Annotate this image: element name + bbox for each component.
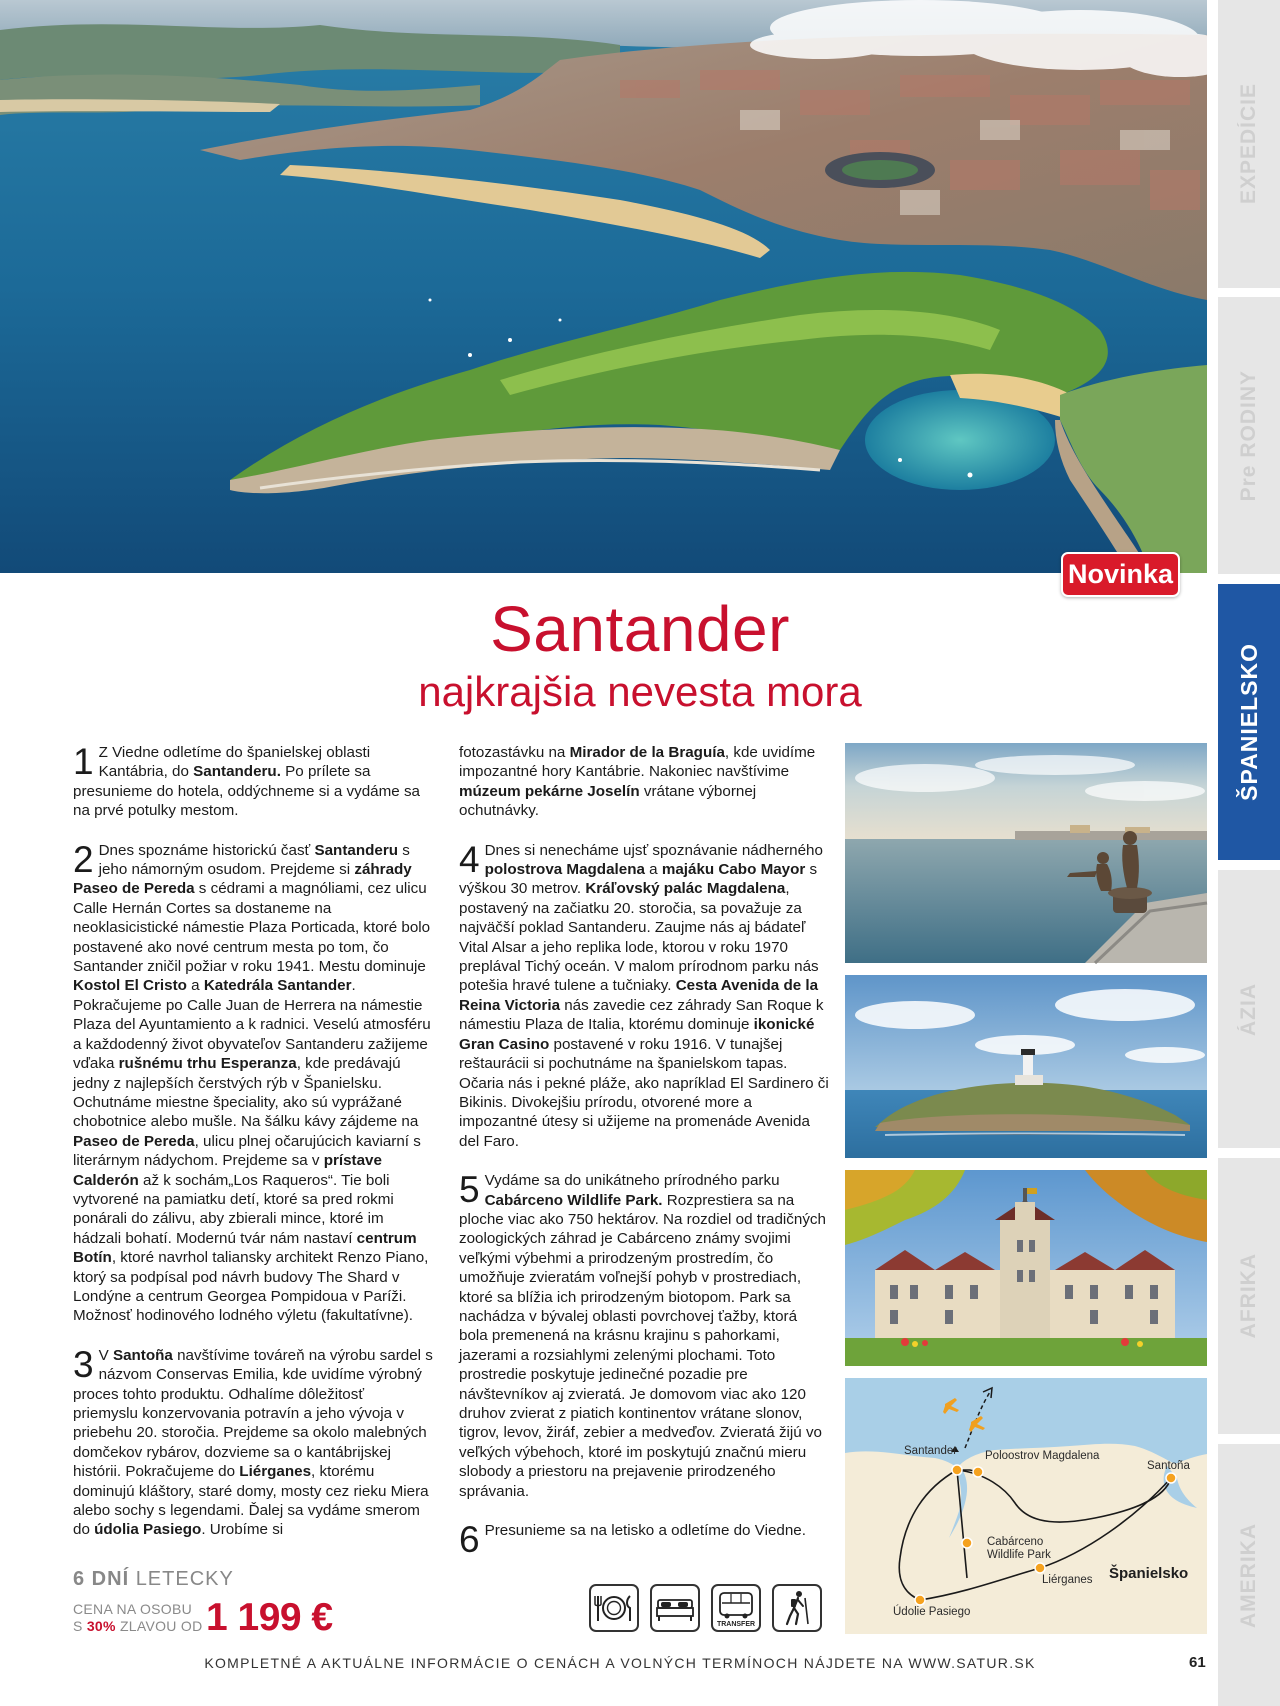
day-number: 2: [73, 838, 94, 880]
map-label-cabarceno: [987, 1536, 1051, 1562]
discount-percent: 30%: [86, 1618, 116, 1634]
tab-label: AFRIKA: [1237, 1253, 1260, 1339]
tab-pre-rodiny[interactable]: [1218, 297, 1280, 574]
map-label-santona: Santoña: [1147, 1460, 1190, 1472]
day-text: Presunieme sa na letisko a odletíme do Viedne.: [484, 1522, 806, 1540]
day-number: 6: [459, 1519, 480, 1561]
day-text: Z Viedne odletíme do španielskej oblasti Kantábria, do Santanderu. Po prílete sa presunieme do hotela, oddýchneme si a vydáme sa na prvé potulky mestom.: [73, 744, 420, 820]
price-label-post: ZLAVOU OD: [115, 1618, 203, 1634]
route-map: [845, 1378, 1207, 1634]
price-label-line1: CENA NA OSOBU: [73, 1601, 193, 1617]
price-label-pre: S: [73, 1618, 87, 1634]
map-label-cabarceno-1: Cabárceno: [987, 1536, 1044, 1548]
novinka-badge: Novinka: [1061, 552, 1180, 597]
photo-magdalena-palace: [845, 1170, 1207, 1366]
tab-azia[interactable]: [1218, 870, 1280, 1148]
map-label-magdalena: Poloostrov Magdalena: [985, 1450, 1100, 1462]
tab-spanielsko[interactable]: [1218, 584, 1280, 860]
day-3: [73, 1343, 433, 1540]
price-label: [73, 1601, 203, 1635]
map-label-cabarceno-2: Wildlife Park: [987, 1549, 1051, 1561]
day-6: [459, 1519, 829, 1561]
meal-icon: [589, 1584, 639, 1632]
map-label-santander: Santander: [904, 1445, 958, 1457]
bed-icon: [650, 1584, 700, 1632]
tab-label: ÁZIA: [1237, 982, 1260, 1036]
bus-icon-label: TRANSFER: [716, 1621, 756, 1628]
page-title: Santander: [490, 593, 790, 665]
itinerary-column-middle: [459, 743, 829, 1560]
day-number: 1: [73, 741, 94, 782]
day-2: [73, 838, 433, 1326]
price-value: 1 199 €: [206, 1596, 333, 1639]
day-text: Vydáme sa do unikátneho prírodného parku Cabárceno Wildlife Park. Rozprestiera sa na ploche viac ako 750 hektárov. Na rozdiel od tradičných zoologických záhrad je Cabárceno známy svojimi veľkými výbehmi a prirodzeným prostredím, čo umožňuje zvieratám voľnejší pohyb v prostrediach, ktoré sa blížia ich prirodzeným biotopom. Park sa nachádza v bývalej oblasti povrchovej ťažby, ktorá bola premenená na krásnu krajinu s pahorkami, jazerami a rozsiahlymi zelenými plochami. Toto prostredie poskytuje jedinečné pozadie pre návštevníkov aj zvieratá. Je domovom viac ako 120 druhov zvierat z piatich kontinentov vrátane slonov, tigrov, levov, žiráf, zebier a medveďov. Zvieratá žijú vo veľkých výbehoch, ktoré im poskytujú značnú mieru slobody a priestoru na prejavenie prirodzeného správania.: [459, 1172, 826, 1500]
day-3-continued: [459, 743, 829, 821]
map-label-lierganes: Liérganes: [1042, 1574, 1093, 1586]
day-text: Dnes si nenecháme ujsť spoznávanie nádherného polostrova Magdalena a majáku Cabo Mayor s výškou 30 metrov. Kráľovský palác Magdalena, postavený na začiatku 20. storočia, sa považuje za najväčší poklad Santanderu. Zaujme nás aj bádateľ Vital Alsar a jeho replika lode, ktorou v roku 1970 preplával Tichý oceán. V malom prírodnom parku nás potešia hravé tulene a tučniaky. Cesta Avenida de la Reina Victoria nás zavedie cez záhrady San Roque k námestiu Plaza de Italia, ktorému dominuje ikonické Gran Casino postavené v roku 1916. V tunajšej reštaurácii si pochutnáme na španielskom tapas. Očaria nás i pekné pláže, ako napríklad El Sardinero či Bikinis. Divokejšiu prírodu, otvorené more a impozantné útesy si užijeme na promenáde Avenida del Faro.: [459, 841, 829, 1150]
day-number: 3: [73, 1343, 94, 1385]
day-number: 5: [459, 1169, 480, 1211]
day-text: fotozastávku na Mirador de la Braguía, kde uvidíme impozantné hory Kantábrie. Nakoniec navštívime múzeum pekárne Joselín vrátane výbornej ochutnávky.: [459, 744, 816, 820]
hero-photo: [0, 0, 1207, 589]
day-1: [73, 743, 433, 821]
day-5: [459, 1171, 829, 1501]
side-navigation: [1218, 0, 1280, 1706]
bus-icon: [711, 1584, 761, 1632]
tab-label: Pre RODINY: [1237, 369, 1260, 502]
hiking-icon: [772, 1584, 822, 1632]
trip-days: 6 DNÍ: [73, 1568, 130, 1590]
day-text: Dnes spoznáme historickú časť Santanderu s jeho námorným osudom. Prejdeme si záhrady Paseo de Pereda s cédrami a magnóliami, cez ulicu Calle Hernán Cortes sa dostaneme na neoklasicistické námestie Plaza Porticada, ktoré bolo postavené ako nové centrum mesta po tom, čo Santander zničil požiar v roku 1941. Mestu dominuje Kostol El Cristo a Katedrála Santander. Pokračujeme po Calle Juan de Herrera na námestie Plaza del Ayuntamiento a k radnici. Veselú atmosféru a každodenný život obyvateľov Santanderu zažijeme vďaka rušnému trhu Esperanza, kde predávajú jedny z najlepších čerstvých rýb v Španielsku. Ochutnáme miestne špeciality, ako sú vyprážané chobotnice alebo mušle. Na šálku kávy zájdeme na Paseo de Pereda, ulicu plnej očarujúcich kaviarní s literárnym nádychom. Prejdeme sa v prístave Calderón až k sochám„Los Raqueros“. Tie boli vytvorené na pamiatku detí, ktoré sa pred rokmi ponárali do zálivu, aby zbierali mince, ktoré im hádzali bohatí. Modernú tvár nám nastaví centrum Botín, ktoré navrhol taliansky architekt Renzo Piano, ktorý sa podpísal pod návrh budovy The Shard v Londýne a centrum Georgea Pompidoua v Paríži. Možnosť hodinového lodného výletu (fakultatívne).: [73, 841, 431, 1325]
day-text: V Santoña navštívime továreň na výrobu sardel s názvom Conservas Emilia, kde uvidíme výrobný proces tohto produktu. Odhalíme dôležitosť priemyslu konzervovania potravín a jeho vývoja v priebehu 20. storočia. Prejdeme sa okolo malebných domčekov rybárov, dozvieme sa o kantábrijskej histórii. Pokračujeme do Liérganes, ktorému dominujú kláštory, staré domy, mosty cez rieku Miera alebo sochy s legendami. Ďalej sa vydáme smerom do údolia Pasiego. Urobíme si: [73, 1346, 433, 1539]
santander-aerial-image: [0, 0, 1207, 573]
page-number: 61: [1189, 1654, 1206, 1671]
day-number: 4: [459, 838, 480, 880]
map-country-label: Španielsko: [1109, 1565, 1189, 1582]
trip-type: LETECKY: [135, 1568, 234, 1590]
page-subtitle: najkrajšia nevesta mora: [418, 668, 862, 715]
itinerary-column-left: [73, 743, 433, 1560]
photo-mouro-island: [845, 975, 1207, 1158]
photo-los-raqueros: [845, 743, 1207, 963]
route-map-graphic: [845, 1378, 1207, 1634]
map-label-pasiego: Údolie Pasiego: [893, 1606, 971, 1618]
tab-afrika[interactable]: [1218, 1158, 1280, 1434]
day-4: [459, 838, 829, 1152]
footer-info: KOMPLETNÉ A AKTUÁLNE INFORMÁCIE O CENÁCH A VOLNÝCH TERMÍNOCH NÁJDETE NA WWW.SATUR.SK: [204, 1655, 1036, 1671]
amenity-icons: [589, 1584, 822, 1632]
tab-expedicie[interactable]: [1218, 0, 1280, 288]
trip-duration: [73, 1568, 234, 1591]
tab-label: AMERIKA: [1237, 1522, 1260, 1628]
tab-label: EXPEDÍCIE: [1237, 83, 1260, 205]
tab-label: ŠPANIELSKO: [1235, 643, 1262, 801]
